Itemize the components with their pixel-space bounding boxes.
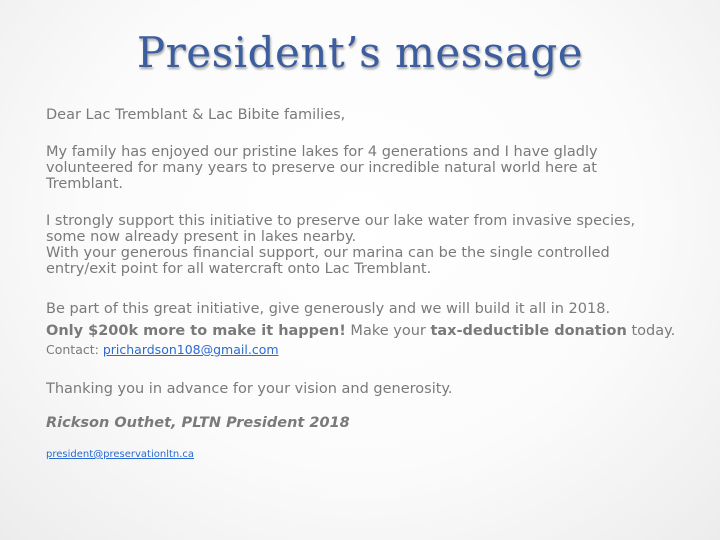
paragraph-line: My family has enjoyed our pristine lakes for 4 generations and I have gladly <box>46 144 598 160</box>
thanks-text: Thanking you in advance for your vision and generosity. <box>46 381 453 397</box>
president-email-link[interactable]: president@preservationltn.ca <box>46 449 195 460</box>
paragraph-line: some now already present in lakes nearby. <box>46 229 357 245</box>
paragraph-line: entry/exit point for all watercraft onto Lac Tremblant. <box>46 261 432 277</box>
message-body <box>46 107 686 463</box>
signature-text: Rickson Outhet, PLTN President 2018 <box>46 415 350 431</box>
donation-end-text: today. <box>626 323 676 339</box>
paragraph-line: Be part of this great initiative, give generously and we will build it all in 2018. <box>46 301 611 317</box>
slide-title: President’s message <box>136 28 584 77</box>
paragraph-marina <box>46 245 686 277</box>
donation-mid-text: Make your <box>345 323 431 339</box>
greeting-text: Dear Lac Tremblant & Lac Bibite families, <box>46 107 346 123</box>
goal-highlight: Only $200k more to make it happen! <box>46 323 346 339</box>
contact-email-link[interactable]: prichardson108@gmail.com <box>102 342 279 357</box>
paragraph-line: I strongly support this initiative to preserve our lake water from invasive species, <box>46 213 636 229</box>
paragraph-initiative <box>46 213 686 245</box>
tax-deductible-highlight: tax-deductible donation <box>430 323 627 339</box>
paragraph-family-history <box>46 144 686 192</box>
paragraph-line: Tremblant. <box>46 176 124 192</box>
paragraph-line: With your generous financial support, our marina can be the single controlled <box>46 245 610 261</box>
footer-email-line <box>46 447 686 463</box>
donation-line <box>46 320 686 342</box>
paragraph-line: volunteered for many years to preserve our incredible natural world here at <box>46 160 597 176</box>
contact-label: Contact: <box>46 342 103 357</box>
paragraph-call-to-action <box>46 298 686 342</box>
contact-line <box>46 342 686 358</box>
